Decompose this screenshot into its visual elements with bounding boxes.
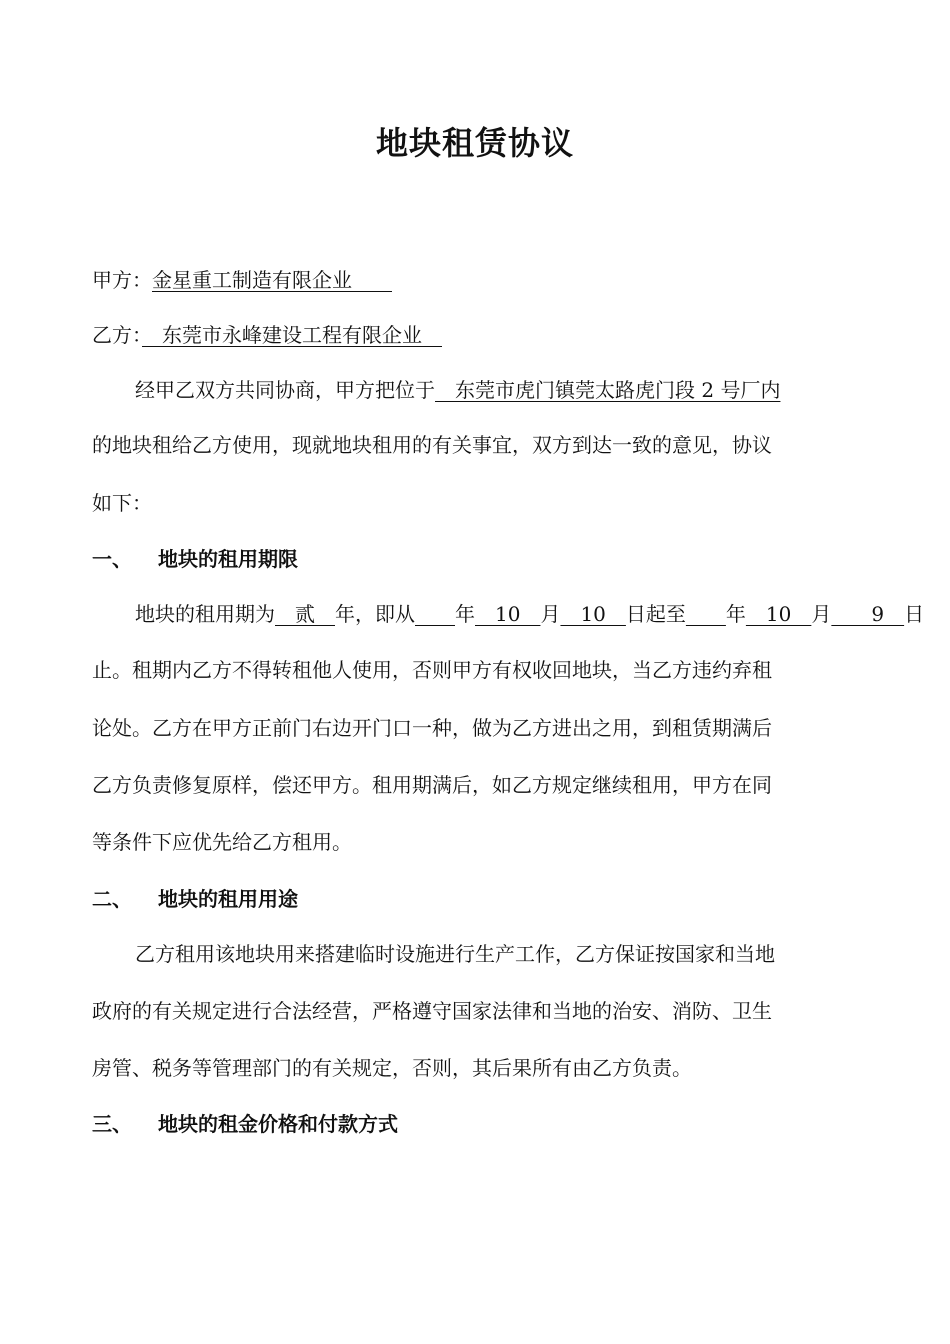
- party-a-value: 金星重工制造有限企业: [152, 268, 392, 292]
- section-1-number: 一、: [92, 547, 132, 571]
- term-text-a: 地块的租用期为: [135, 602, 275, 626]
- section-2-line-2: 政府的有关规定进行合法经营，严格遵守国家法律和当地的治安、消防、卫生: [92, 999, 772, 1023]
- section-1-line-1: [92, 600, 925, 628]
- intro-prefix: 经甲乙双方共同协商，甲方把位于: [135, 378, 435, 402]
- term-text-h: 日: [904, 602, 925, 626]
- party-a-label: 甲方：: [92, 268, 152, 292]
- section-2-line-3: 房管、税务等管理部门的有关规定，否则，其后果所有由乙方负责。: [92, 1056, 692, 1080]
- section-2-heading: [92, 885, 298, 913]
- section-1-heading: [92, 545, 298, 573]
- term-text-e: 日起至: [625, 602, 686, 626]
- section-2-number: 二、: [92, 887, 132, 911]
- end-year-blank: [686, 602, 726, 626]
- section-1-line-4: 乙方负责修复原样，偿还甲方。租用期满后，如乙方规定继续租用，甲方在同: [92, 773, 772, 797]
- document-title: 地块租赁协议: [375, 124, 574, 162]
- section-1-title: 地块的租用期限: [158, 547, 298, 571]
- start-month-value: 10: [475, 602, 541, 626]
- section-1-line-5: 等条件下应优先给乙方租用。: [92, 830, 352, 854]
- intro-line-1: [92, 376, 905, 404]
- start-day-value: 10: [560, 602, 626, 626]
- term-text-c: 年: [455, 602, 475, 626]
- section-3-number: 三、: [92, 1112, 132, 1136]
- section-2-title: 地块的租用用途: [158, 887, 298, 911]
- party-b-line: [92, 321, 862, 349]
- end-month-value: 10: [745, 602, 812, 626]
- section-1-line-3: 论处。乙方在甲方正前门右边开门口一种，做为乙方进出之用，到租赁期满后: [92, 716, 772, 740]
- term-text-f: 年: [725, 602, 746, 626]
- section-2-line-1: 乙方租用该地块用来搭建临时设施进行生产工作，乙方保证按国家和当地: [135, 942, 775, 966]
- intro-line-2: 的地块租给乙方使用，现就地块租用的有关事宜，双方到达一致的意见，协议: [92, 433, 772, 457]
- intro-line-3: 如下：: [92, 491, 152, 515]
- lease-term-value: 贰: [275, 602, 335, 626]
- end-day-value: 9: [831, 602, 905, 626]
- party-b-label: 乙方：: [92, 323, 142, 347]
- term-text-g: 月: [811, 602, 832, 626]
- section-3-heading: [92, 1110, 398, 1138]
- start-year-blank: [415, 602, 455, 626]
- term-text-b: 年，即从: [335, 602, 415, 626]
- party-b-value: 东莞市永峰建设工程有限企业: [142, 323, 442, 347]
- party-a-line: [92, 266, 862, 294]
- intro-location: 东莞市虎门镇莞太路虎门段 2 号厂内: [435, 378, 781, 402]
- term-text-d: 月: [540, 602, 561, 626]
- section-3-title: 地块的租金价格和付款方式: [158, 1112, 398, 1136]
- section-1-line-2: 止。租期内乙方不得转租他人使用，否则甲方有权收回地块，当乙方违约弃租: [92, 658, 772, 682]
